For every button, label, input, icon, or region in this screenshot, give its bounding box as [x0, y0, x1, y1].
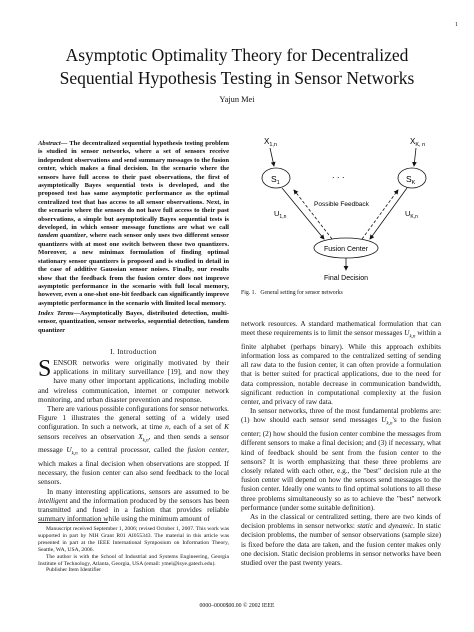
- intro-paragraph-1: SENSOR networks were originally motivated by their applications in military surveillance [19], and now they have many other important applications, including mobile and wireless communication, internet or computer network monitoring, and urban disaster prevention and response.: [38, 356, 229, 404]
- feedback-label: Possible Feedback: [314, 201, 369, 208]
- section-heading: I. Introduction: [110, 347, 157, 356]
- abstract: [38, 140, 229, 308]
- intro-column: [38, 358, 229, 523]
- sensor-ellipsis: . . .: [332, 170, 345, 180]
- uk-label: $U_{K,n}$: [405, 209, 418, 220]
- figure-caption: Fig. 1. General setting for sensor networks: [241, 290, 343, 296]
- footnote-rule: [38, 522, 108, 523]
- abstract-italic-term: tandem quantizer: [38, 232, 86, 240]
- fusion-center-label: Fusion Center: [324, 246, 368, 253]
- paper-title-line-2: Sequential Hypothesis Testing in Sensor Networks: [59, 68, 415, 88]
- xk-label: $X_{K, n}$: [410, 137, 426, 148]
- u1-label: $U_{1,n}$: [274, 209, 287, 220]
- right-column: [241, 319, 441, 567]
- page-number: 1: [455, 22, 458, 28]
- intro-paragraph-2: There are various possible configurations for sensor networks. Figure 1 illustrates the general setting of a widely used configuration. In such a network, at time n, each of a set of K sensors receives an observation $X_{k,n}$, and then sends a sensor message $U_{k,n}$ to a central processor, called the fusion center, which makes a final decision when observations are stopped. If necessary, the fusion center can also send feedback to the local sensors.: [38, 404, 229, 487]
- right-paragraph-2: In sensor networks, three of the most fundamental problems are: (1) how should each sensor send messages $U_{k,n}'s$ to the fusion center; (2) how should the fusion center combine the messages from different sensors to make a final decision; and (3) if necessary, what kind of feedback should be sent from the fusion center to the sensors? It is worth emphasizing that these three problems are closely related with each other, e.g., the "best" decision rule at the fusion center will depend on how the sensors send messages to the fusion center. Ideally one wants to find optimal solutions to all these three problems simultaneously so as to achieve the "best" network performance (under some suitable definition).: [241, 406, 441, 512]
- footnotes: [38, 526, 229, 574]
- final-decision-label: Final Decision: [324, 275, 368, 282]
- x1-label: $X_{1,n}$: [264, 137, 277, 148]
- uk-arrow: [370, 188, 407, 239]
- drop-cap: S: [38, 356, 52, 382]
- index-terms-text: —Asymptotically Bayes, distributed detection, multi-sensor, quantization, sensor networks, sequential detection, tandem quantizer: [38, 310, 230, 334]
- footnote-3: Publisher Item Identifier: [46, 567, 101, 574]
- page-footer: 0000–0000$00.00 © 2002 IEEE: [199, 603, 275, 609]
- index-terms: [38, 310, 229, 335]
- right-paragraph-1: network resources. A standard mathematical formulation that can meet these requirements is to limit the sensor messages $U_{k,n}$ within a finite alphabet (perhaps binary). While this approach exhibits information loss as compared to the centralized setting of sending all raw data to the fusion center, it can often provide a formulation that is better suited for practical applications, due to the need for data compression, notable decrease in communication bandwidth, significant reduction in computational complexity at the fusion center, and privacy of raw data.: [241, 319, 441, 407]
- sensor-1-label: $S_1$: [271, 174, 280, 186]
- abstract-label: Abstract: [38, 140, 61, 147]
- xk-arrow: [414, 148, 416, 166]
- feedback-arrow-k: [362, 190, 398, 239]
- abstract-text-2: , where each sensor only uses two different sensor quantizers with at most one switch between these two quantizers. Moreover, a new minimax formulation of finding optimal stationary sensor quantizers is proposed and is studied in detail in the case of additive Gaussian sensor noises. Finally, our results show that the feedback from the fusion center does not improve asymptotic performance in the scenario with full local memory, however, even a one-shot one-bit feedback can significantly improve asymptotic performance in the scenario with limited local memory.: [38, 232, 229, 307]
- sensor-network-figure: [252, 132, 442, 284]
- feedback-arrow-1: [294, 190, 332, 239]
- footnote-2: The author is with the School of Industrial and Systems Engineering, Georgia Institute of Technology, Atlanta, Georgia, USA (email: ymei@isye.gatech.edu).: [38, 553, 229, 567]
- author: Yajun Mei: [219, 95, 255, 104]
- sensor-k-label: $S_K$: [406, 174, 416, 186]
- intro-paragraph-3: In many interesting applications, sensors are assumed to be intelligent and the information produced by the sensors has been transmitted and fused in a fashion that provides reliable summary information while using the minimum amount of: [38, 486, 229, 524]
- right-paragraph-3: As in the classical or centralized setting, there are two kinds of decision problems in sensor networks: static and dynamic. In static decision problems, the number of sensor observations (sample size) is fixed before the data are taken, and the fusion center makes only one decision. Static decision problems in sensor networks have been studied over the past twenty years.: [241, 511, 442, 567]
- x1-arrow: [270, 148, 274, 166]
- paper-title-line-1: Asymptotic Optimality Theory for Decentralized: [65, 45, 409, 65]
- u1-arrow: [282, 188, 324, 239]
- abstract-text-1: — The decentralized sequential hypothesis testing problem is studied in sensor networks, where a set of sensors receive independent observations and send summary messages to the fusion center, which makes a final decision. In the scenario where the sensors have full access to their past observations, the first of asymptotically Bayes sequential tests is developed, and the proposed test has same asymptotic performance as the optimal centralized test that has access to all sensor observations. Next, in the scenario where the sensors do not have full access to their past observations, a simple but asymptotically Bayes sequential tests is developed, in which sensor message functions are what we call: [38, 140, 229, 232]
- footnote-1: Manuscript received September 1, 2006; revised October 1, 2007. This work was supported in part by NIH Grant R01 AI055343. The material in this article was presented in part at the IEEE International Symposium on Information Theory, Seattle, WA, USA, 2006.: [38, 526, 229, 553]
- index-terms-label: Index Terms: [38, 310, 74, 317]
